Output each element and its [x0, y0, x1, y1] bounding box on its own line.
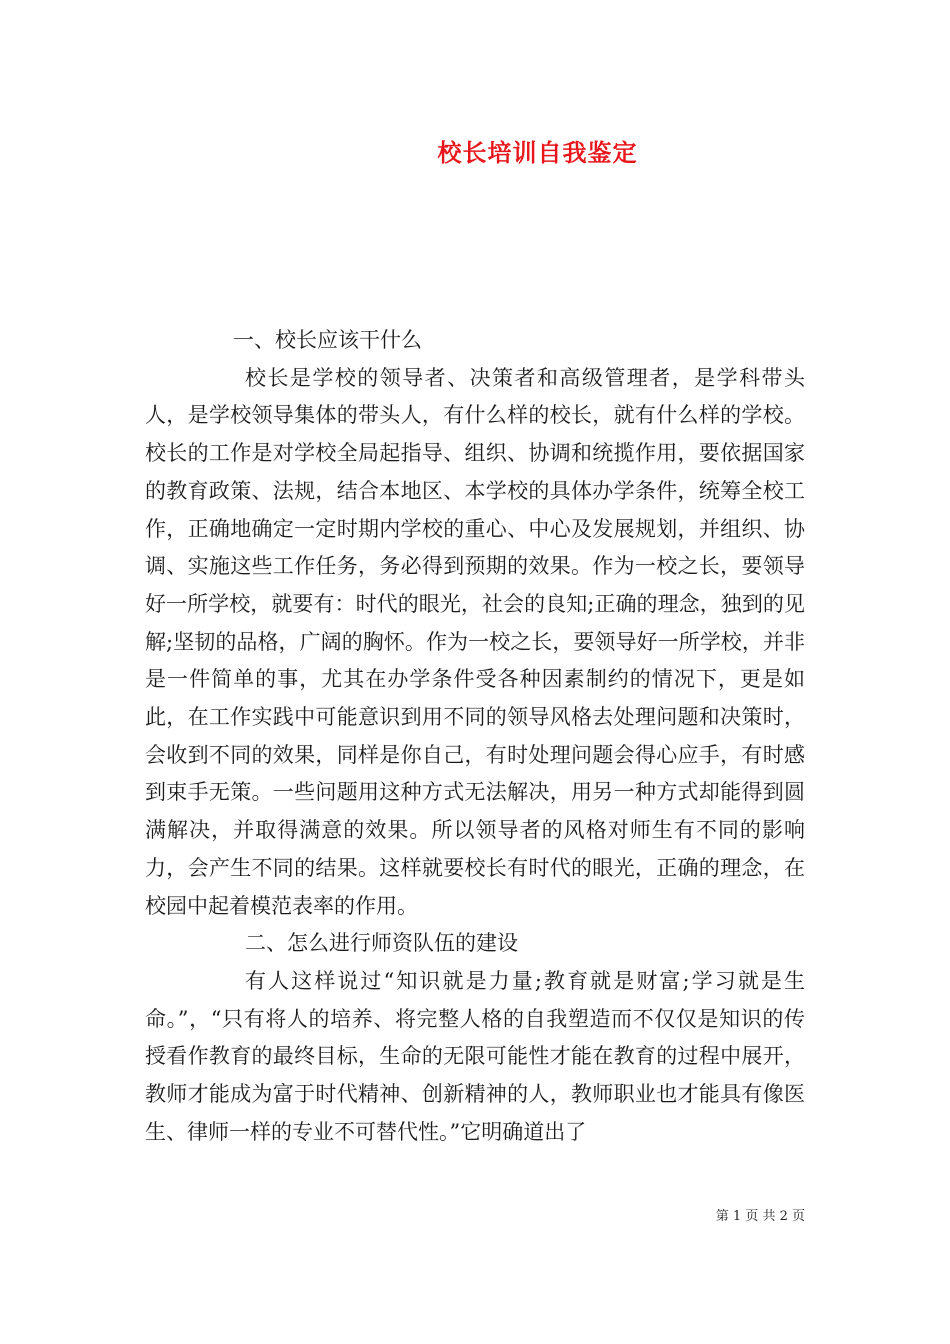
document-body	[145, 322, 805, 1151]
section-paragraph-1: 校长是学校的领导者、决策者和高级管理者，是学科带头人，是学校领导集体的带头人，有什么样的校长，就有什么样的学校。校长的工作是对学校全局起指导、组织、协调和统揽作用，要依据国家的教育政策、法规，结合本地区、本学校的具体办学条件，统筹全校工作，正确地确定一定时期内学校的重心、中心及发展规划，并组织、协调、实施这些工作任务，务必得到预期的效果。作为一校之长，要领导好一所学校，就要有：时代的眼光，社会的良知;正确的理念，独到的见解;坚韧的品格，广阔的胸怀。作为一校之长，要领导好一所学校，并非是一件简单的事，尤其在办学条件受各种因素制约的情况下，更是如此，在工作实践中可能意识到用不同的领导风格去处理问题和决策时，会收到不同的效果，同样是你自己，有时处理问题会得心应手，有时感到束手无策。一些问题用这种方式无法解决，用另一种方式却能得到圆满解决，并取得满意的效果。所以领导者的风格对师生有不同的影响力，会产生不同的结果。这样就要校长有时代的眼光，正确的理念，在校园中起着模范表率的作用。	[145, 365, 805, 918]
page-number-footer: 第 1 页 共 2 页	[715, 1209, 805, 1224]
section-heading-2: 二、怎么进行师资队伍的建设	[245, 931, 518, 956]
document-title: 校长培训自我鉴定	[437, 138, 638, 167]
section-heading-1: 一、校长应该干什么	[233, 328, 422, 352]
section-paragraph-2: 有人这样说过“知识就是力量;教育就是财富;学习就是生命。”，“只有将人的培养、将完整人格的自我塑造而不仅仅是知识的传授看作教育的最终目标，生命的无限可能性才能在教育的过程中展开，教师才能成为富于时代精神、创新精神的人，教师职业也才能具有像医生、律师一样的专业不可替代性。”它明确道出了	[145, 968, 805, 1144]
